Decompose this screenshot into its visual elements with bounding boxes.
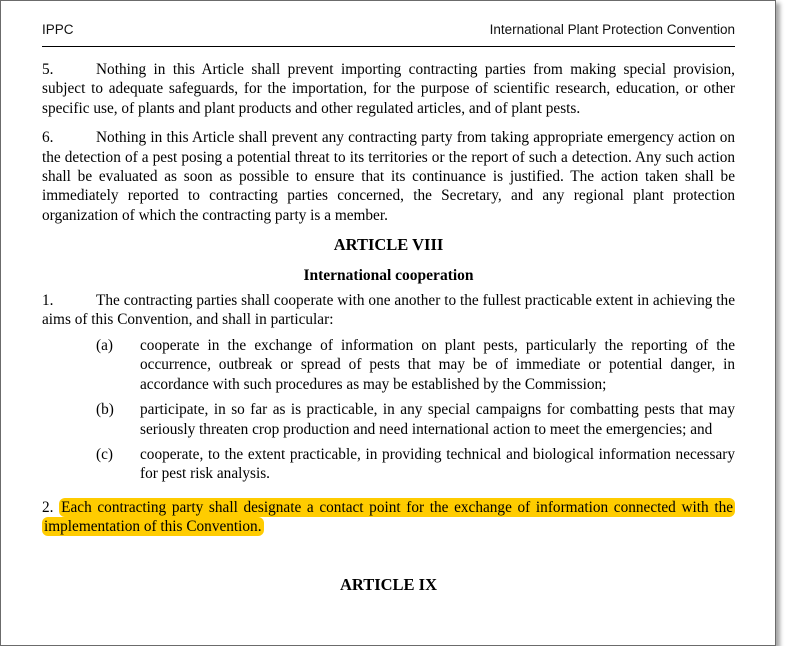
list-item xyxy=(96,400,735,439)
article-paragraph-2 xyxy=(42,498,735,537)
header-left: IPPC xyxy=(42,22,74,37)
paragraph-text: Nothing in this Article shall prevent any contracting party from taking appropriate emergency action on the detection of a pest posing a potential threat to its territories or the report of such a detection. Any such action shall be evaluated as soon as possible to ensure that its continuance is justified. The action taken shall be immediately reported to contracting parties concerned, the Secretary, and any regional plant protection organization of which the contracting party is a member. xyxy=(42,129,735,224)
paragraph-6 xyxy=(42,128,735,225)
article-heading: ARTICLE VIII xyxy=(333,235,444,255)
list-item-label: (c) xyxy=(96,445,113,463)
paragraph-number: 6. xyxy=(42,129,54,147)
paragraph-text: Nothing in this Article shall prevent importing contracting parties from making special provision, subject to adequate safeguards, for the importation, for the purpose of scientific research, education, or other specific use, of plants and plant products and other regulated articles, and of plant pests. xyxy=(42,61,735,117)
article-paragraph-1 xyxy=(42,291,735,330)
list-item-label: (a) xyxy=(96,336,113,354)
paragraph-number: 5. xyxy=(42,61,54,78)
article-subheading: International cooperation xyxy=(303,266,474,284)
paragraph-number: 1. xyxy=(42,292,54,310)
list-item-text: participate, in so far as is practicable, in any special campaigns for combatting pests that may seriously threaten crop production and need international action to meet the emergencies; and xyxy=(140,401,735,438)
paragraph-number: 2. xyxy=(42,498,54,516)
paragraph-5 xyxy=(42,60,735,118)
highlighted-text: Each contracting party shall designate a contact point for the exchange of information connected with the implementation of this Convention. xyxy=(44,498,734,536)
list-item xyxy=(96,445,735,484)
document-body xyxy=(42,60,735,594)
list-item xyxy=(96,336,735,394)
list-item-text: cooperate, to the extent practicable, in providing technical and biological information necessary for pest risk analysis. xyxy=(140,445,735,483)
header-rule xyxy=(42,46,735,47)
paragraph-text: The contracting parties shall cooperate with one another to the fullest practicable extent in achieving the aims of this Convention, and shall in particular: xyxy=(42,292,735,329)
spacer xyxy=(42,547,735,575)
header-right: International Plant Protection Convention xyxy=(489,22,735,37)
running-header xyxy=(42,22,735,37)
list-item-text: cooperate in the exchange of information on plant pests, particularly the reporting of the occurrence, outbreak or spread of pests that may be of immediate or potential danger, in accordance with such procedures as may be established by the Commission; xyxy=(140,336,735,393)
next-article-heading: ARTICLE IX xyxy=(339,574,438,594)
list-item-label: (b) xyxy=(96,401,114,419)
